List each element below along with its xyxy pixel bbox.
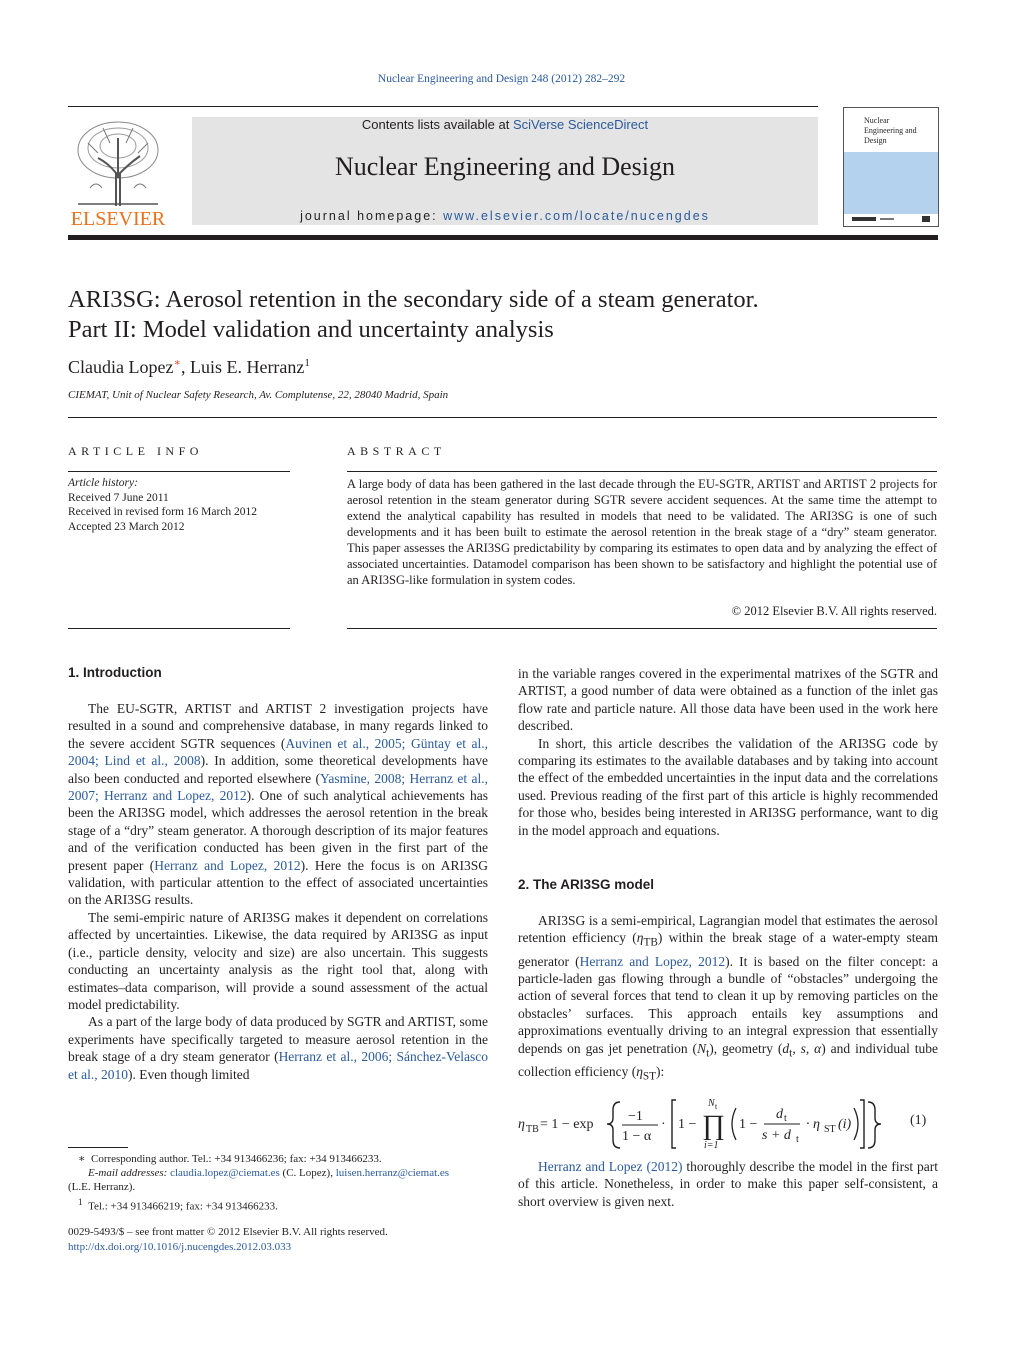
equation-1-svg [518, 1096, 918, 1152]
footnote-email-owner: (L.E. Herranz). [68, 1181, 136, 1194]
elsevier-wordmark: ELSEVIER [70, 208, 166, 230]
sciencedirect-link[interactable]: SciVerse ScienceDirect [512, 117, 649, 132]
math-subscript: t [789, 1047, 793, 1060]
affiliation-rule [68, 417, 937, 418]
eq-prod-lower: i=1 [704, 1140, 719, 1151]
author-lopez[interactable]: Claudia Lopez [68, 357, 174, 377]
citation-link[interactable]: Herranz and Lopez, 2012 [154, 857, 301, 873]
math-subscript: t [706, 1047, 710, 1060]
doi-link[interactable]: http://dx.doi.org/10.1016/j.nucengdes.2012.03.033 [68, 1240, 292, 1253]
paper-title-line2: Part II: Model validation and uncertainty analysis [68, 316, 554, 343]
eq-left-paren [732, 1108, 736, 1140]
model-paragraph-1 [518, 912, 938, 1086]
eq-eta-st-sub: ST [824, 1124, 836, 1135]
equation-1 [518, 1096, 938, 1152]
eq-right-bracket [860, 1100, 864, 1148]
left-column-body [68, 700, 488, 1083]
math-subscript: TB [643, 937, 658, 950]
math-symbol: η [636, 930, 644, 946]
author-separator: , [180, 357, 190, 377]
cover-image [844, 152, 938, 214]
math-symbol: d [782, 1040, 790, 1056]
text-run: ). It is based on the filter concept: a particle-laden gas flowing through a bundle of “obstacles” undergoing the action of several forces that tend to clean it up by removing particles on the obstacles’ surfaces. This approach entails key assumptions and approximations eventually driving to an integral expression that essentially depends on gas jet penetration ( [518, 953, 938, 1056]
eq-left-bracket [672, 1100, 676, 1148]
model-paragraph-2 [518, 1158, 938, 1210]
abstract-bottom-rule [347, 628, 937, 629]
footnote-1 [68, 1195, 488, 1214]
intro-paragraph-1 [68, 700, 488, 909]
email-lopez-owner: (C. Lopez), [279, 1167, 336, 1180]
model-paragraph-1-text [518, 912, 938, 1086]
author-herranz[interactable]: Luis E. Herranz [189, 357, 305, 377]
equation-number: (1) [910, 1113, 927, 1128]
math-symbol: , s, α [792, 1040, 822, 1056]
eq-lhs-sub: TB [526, 1124, 539, 1135]
article-info-heading: ARTICLE INFO [68, 444, 203, 458]
eq-neg-one: −1 [628, 1109, 643, 1124]
text-run: ), geometry ( [709, 1040, 783, 1056]
footnote-mark-1[interactable]: 1 [304, 357, 310, 369]
text-run: ) within the break stage of a water-empty steam generator ( [518, 930, 938, 969]
contents-prefix: Contents lists available at [361, 117, 513, 132]
math-symbol: N [697, 1040, 707, 1056]
issn-line: 0029-5493/$ – see front matter © 2012 Elsevier B.V. All rights reserved. [68, 1226, 388, 1238]
email-label: E-mail addresses: [88, 1167, 168, 1180]
eq-prod-upper: N [708, 1098, 715, 1109]
article-info-rule [68, 471, 290, 472]
section-1-heading: 1. Introduction [68, 665, 162, 680]
text-run: ): [656, 1063, 665, 1079]
journal-title: Nuclear Engineering and Design [334, 152, 676, 181]
section-2-heading: 2. The ARI3SG model [518, 877, 655, 892]
cover-footer [850, 214, 934, 224]
math-symbol: η [636, 1063, 643, 1079]
abstract-copyright: © 2012 Elsevier B.V. All rights reserved. [731, 604, 937, 618]
elsevier-tree-icon [68, 118, 168, 208]
citation-link[interactable]: Herranz and Lopez, 2012 [579, 953, 726, 969]
footnote-1-text: Tel.: +34 913466219; fax: +34 913466233. [88, 1200, 278, 1213]
journal-reference[interactable]: Nuclear Engineering and Design 248 (2012) 282–292 [377, 73, 626, 85]
abstract-rule [347, 471, 937, 472]
text-run: The EU-SGTR, ARTIST and ARTIST 2 investigation projects have resulted in a sound and comprehensive database, in many regards linked to the severe accident SGTR sequences ( [68, 701, 488, 751]
journal-homepage-link[interactable]: www.elsevier.com/locate/nucengdes [443, 209, 710, 223]
eq-lhs: η [518, 1117, 525, 1132]
author-list [68, 356, 310, 378]
abstract-heading: ABSTRACT [347, 444, 446, 458]
eq-frac-den-sub: t [796, 1134, 799, 1145]
eq-frac-num: d [776, 1107, 783, 1122]
footnote-star-text: Corresponding author. Tel.: +34 913466236; fax: +34 913466233. [90, 1153, 382, 1165]
article-info-bottom-rule [68, 628, 290, 629]
right-column-continuation [518, 665, 938, 839]
article-history [68, 476, 257, 534]
citation-link[interactable]: Yasmine, 2008; Herranz et al., 2007; Herranz and Lopez, 2012 [68, 770, 489, 804]
journal-cover-thumbnail[interactable] [843, 107, 939, 227]
paper-title [68, 285, 968, 345]
intro-paragraph-3 [68, 1013, 488, 1083]
eq-eta-st-arg: (i) [838, 1117, 852, 1132]
eq-frac-den: s + d [762, 1128, 791, 1143]
corresponding-author-mark[interactable]: ∗ [173, 357, 181, 369]
footnote-corresponding [68, 1152, 488, 1166]
eq-right-brace [868, 1102, 881, 1148]
eq-one-minus-alpha: 1 − α [622, 1129, 652, 1144]
text-run: ARI3SG is a semi-empirical, Lagrangian model that estimates the aerosol retention efficiency ( [518, 913, 938, 946]
abstract-text: A large body of data has been gathered in the last decade through the EU-SGTR, ARTIST and ARTIST 2 projects for aerosol retention in the steam generator during SGTR severe accident sequences. At the same time the attempt to extend the analytical capability has resulted in models that need to be validated. The ARI3SG is one of such developments and it has been built to estimate the aerosol retention in the break stage of a “dry” steam generator. This paper assesses the ARI3SG predictability by comparing its estimates to open data and by analyzing the effect of associated uncertainties. Datamodel comparison has been shown to be satisfactory and highlight the potential use of an ARI3SG-like formulation in system codes. [347, 477, 937, 587]
footnote-star: ∗ [78, 1153, 86, 1165]
history-accepted: Accepted 23 March 2012 [68, 520, 185, 533]
text-run: ). One of such analytical achievements has been the ARI3SG model, which addresses the aerosol retention in the break stage of a “dry” steam generator. A thorough description of its major features and of the verification conducted has been given in the first part of the present paper ( [68, 788, 488, 873]
cover-title: Nuclear Engineering and Design [864, 116, 917, 145]
math-subscript: ST [642, 1070, 657, 1083]
header-top-rule [68, 106, 818, 107]
model-paragraph-2-text [518, 1158, 938, 1210]
text-run: thoroughly describe the model in the first part of this article. Nonetheless, in order to make this paper self-consistent, a short overview is given next. [518, 1159, 939, 1209]
citation-link[interactable]: Auvinen et al., 2005; Güntay et al., 2004; Lind et al., 2008 [68, 735, 488, 769]
email-lopez-link[interactable]: claudia.lopez@ciemat.es [170, 1167, 280, 1180]
eq-eta-st: · η [806, 1117, 820, 1132]
header-thick-rule [68, 235, 938, 240]
eq-equals-exp: = 1 − exp [540, 1117, 594, 1132]
text-run: ). In addition, some theoretical developments have also been conducted and reported elsewhere ( [68, 753, 488, 786]
history-revised: Received in revised form 16 March 2012 [68, 506, 258, 518]
paper-title-line1: ARI3SG: Aerosol retention in the secondary side of a steam generator. [68, 286, 759, 313]
intro-paragraph-2: The semi-empiric nature of ARI3SG makes it dependent on correlations affected by uncertainties. Likewise, the data required by ARI3SG as input (i.e., particle density, velocity and size) are also uncertain. This suggests conducting an uncertainty analysis as the right tool that, along with estimates–data comparison, will provide a sound assessment of the actual model predictability. [68, 909, 488, 1012]
citation-link[interactable]: Herranz and Lopez (2012) [538, 1159, 683, 1174]
contents-available-line [192, 117, 818, 132]
citation-link[interactable]: Herranz et al., 2006; Sánchez-Velasco et al., 2010 [68, 1049, 488, 1082]
footnote-rule [68, 1147, 128, 1148]
history-label: Article history: [68, 477, 138, 489]
eq-dot-1: · [661, 1117, 666, 1132]
text-run: ) and individual tube collection efficiency ( [518, 1040, 938, 1079]
eq-frac-num-sub: t [784, 1113, 787, 1124]
email-herranz-link[interactable]: luisen.herranz@ciemat.es [335, 1167, 450, 1180]
footnote-emails [68, 1166, 488, 1180]
author-affiliation: CIEMAT, Unit of Nuclear Safety Research, Av. Complutense, 22, 28040 Madrid, Spain [68, 389, 449, 401]
eq-right-paren [854, 1108, 858, 1140]
eq-prod-upper-sub: t [715, 1102, 718, 1111]
text-run: ). Here the focus is on ARI3SG validation, with particular attention to the effect of associated uncertainties on the ARI3SG results. [68, 857, 488, 908]
text-run: ). Even though limited [128, 1066, 250, 1082]
footnotes [68, 1152, 488, 1213]
footer-metadata [68, 1225, 488, 1254]
text-run: As a part of the large body of data produced by SGTR and ARTIST, some experiments have specifically targeted to measure aerosol retention in the break stage of a dry steam generator ( [68, 1014, 488, 1065]
elsevier-logo[interactable] [68, 118, 168, 230]
history-received: Received 7 June 2011 [68, 491, 169, 504]
homepage-prefix: journal homepage: [300, 209, 444, 223]
intro-paragraph-4: In short, this article describes the validation of the ARI3SG code by comparing its estimates to the available databases and by taking into account the effect of the embedded uncertainties in the input data and the correlations used. Previous reading of the first part of this article is highly recommended for those who, besides being interested in ARI3SG performance, want to dig in the model approach and equations. [518, 735, 938, 838]
intro-paragraph-3-cont: in the variable ranges covered in the experimental matrixes of the SGTR and ARTIST, a good number of data were obtained as a function of the inlet gas flow rate and particle nature. All those data have been used in the work here described. [518, 666, 938, 734]
eq-prod-symbol: ∏ [702, 1110, 726, 1141]
journal-homepage-line [192, 209, 818, 223]
eq-one-minus: 1 − [678, 1117, 697, 1132]
eq-left-brace [607, 1102, 620, 1148]
footnote-1-mark: 1 [78, 1196, 83, 1207]
cover-footer-marks [850, 214, 934, 224]
eq-inner-one-minus: 1 − [739, 1117, 758, 1132]
